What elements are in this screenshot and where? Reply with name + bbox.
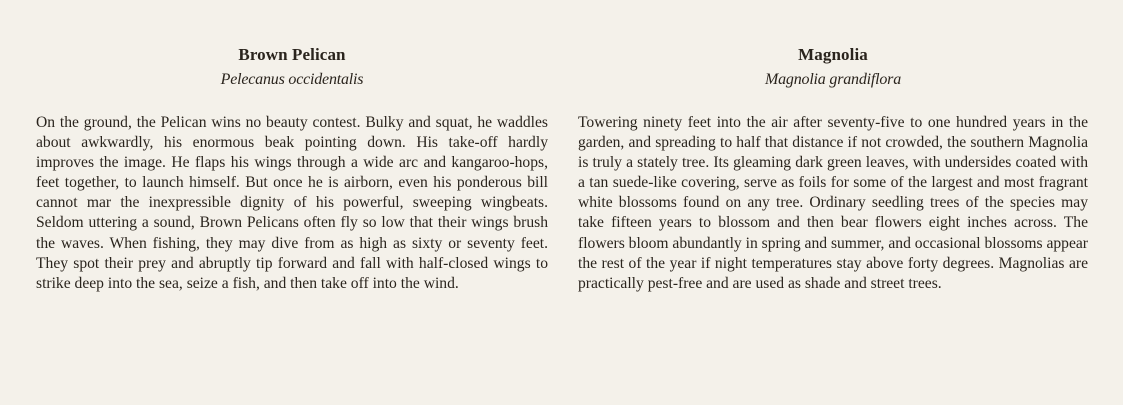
magnolia-article: [578, 44, 1088, 294]
magnolia-scientific-name: Magnolia grandiflora: [764, 71, 901, 88]
brown-pelican-title: Brown Pelican: [238, 45, 346, 64]
brown-pelican-description: On the ground, the Pelican wins no beauty contest. Bulky and squat, he waddles about awkwardly, his enormous beak pointing down. His take-off hardly improves the image. He flaps his wings through a wide arc and kangaroo-hops, feet together, to launch himself. But once he is airborn, even his ponderous bill cannot mar the inexpressible dignity of his powerful, sweeping wingbeats. Seldom uttering a sound, Brown Pelicans often fly so low that their wings brush the waves. When fishing, they may dive from as high as sixty or seventy feet. They spot their prey and abruptly tip forward and fall with half-closed wings to strike deep into the sea, seize a fish, and then take off into the wind.: [36, 114, 548, 292]
magnolia-description: Towering ninety feet into the air after seventy-five to one hundred years in the garden, and spreading to half that distance if not crowded, the southern Magnolia is truly a stately tree. Its gleaming dark green leaves, with undersides coated with a tan suede-like covering, serve as foils for some of the largest and most fragrant white blossoms found on any tree. Ordinary seedling trees of the species may take fifteen years to blossom and then bear flowers eight inches across. The flowers bloom abundantly in spring and summer, and occasional blossoms appear the rest of the year if night temperatures stay above forty degrees. Magnolias are practically pest-free and are used as shade and street trees.: [578, 114, 1088, 292]
magnolia-title: Magnolia: [798, 45, 868, 64]
brown-pelican-scientific-name: Pelecanus occidentalis: [220, 71, 364, 88]
brown-pelican-article: [36, 44, 548, 294]
